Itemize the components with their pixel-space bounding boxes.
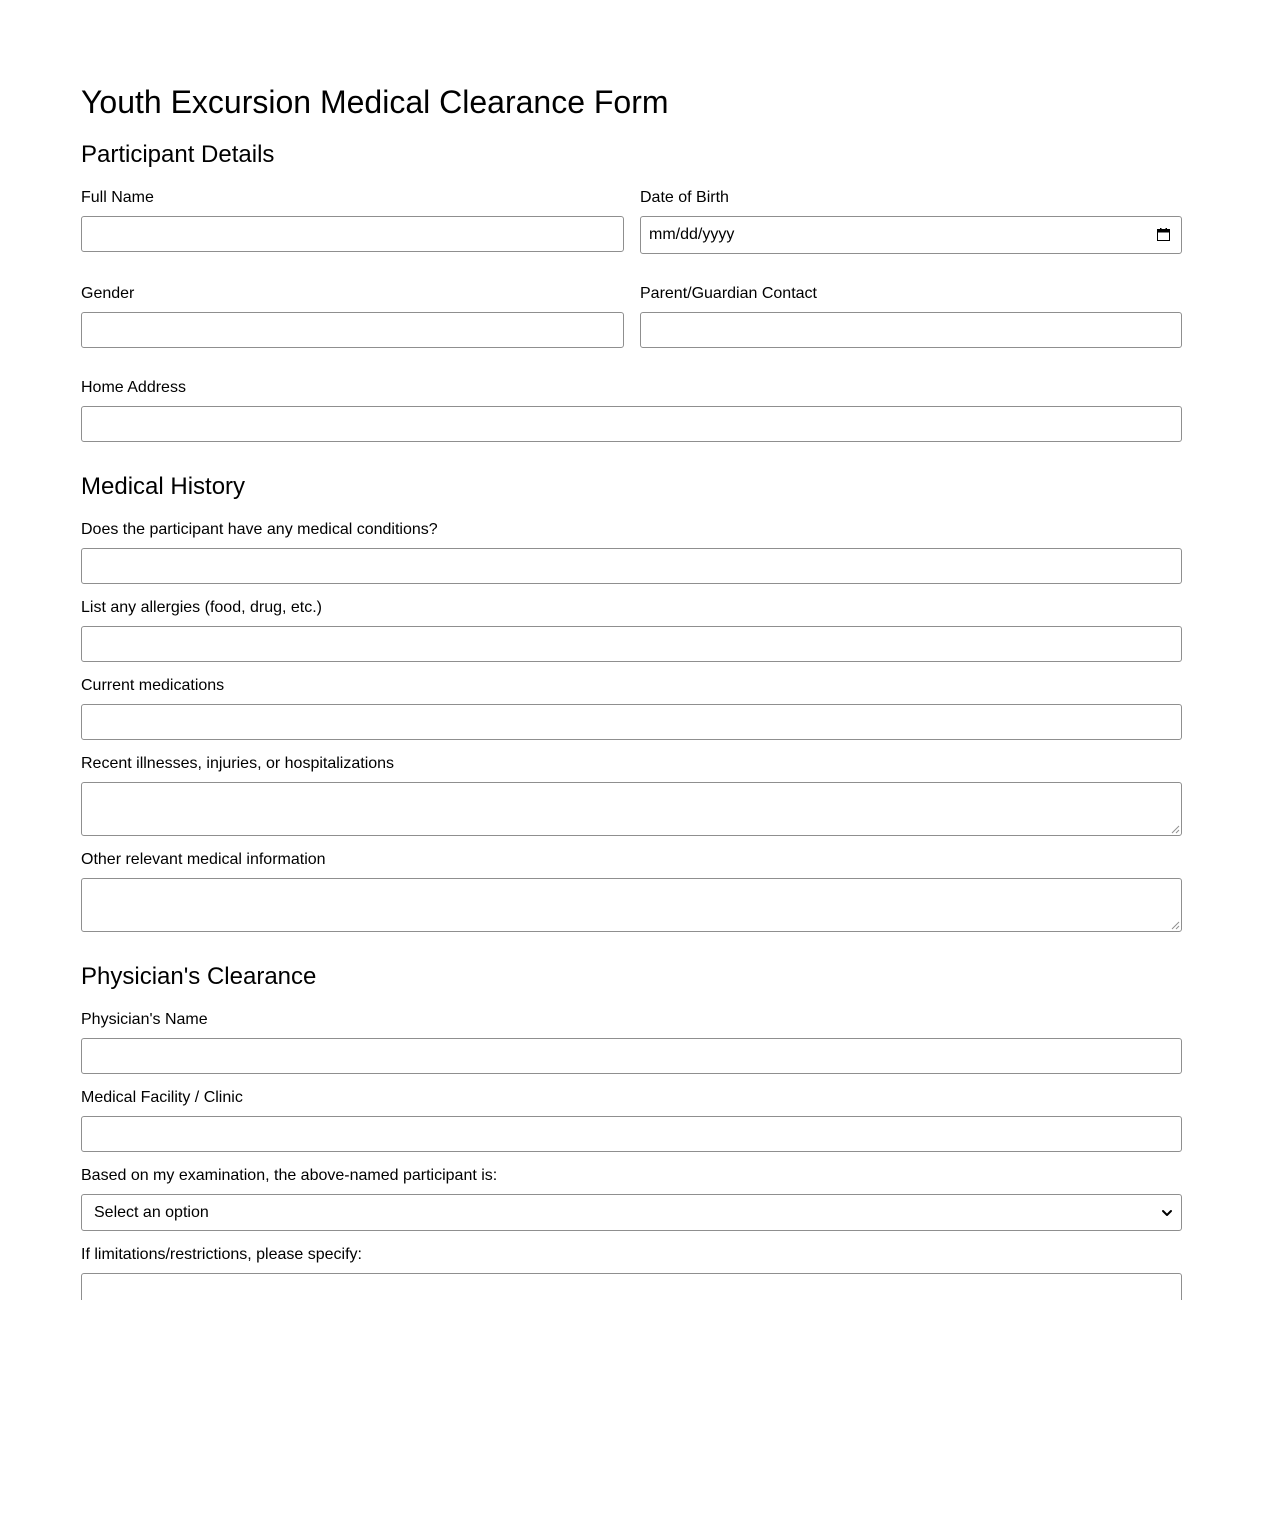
- medical-conditions-label: Does the participant have any medical conditions?: [81, 521, 438, 538]
- gender-input[interactable]: [81, 312, 624, 348]
- recent-illnesses-label: Recent illnesses, injuries, or hospitalizations: [81, 755, 395, 772]
- clearance-status-selected: Select an option: [94, 1204, 209, 1221]
- limitations-label: If limitations/restrictions, please specify:: [81, 1246, 362, 1263]
- guardian-contact-label: Parent/Guardian Contact: [640, 285, 817, 302]
- participant-details-heading: Participant Details: [81, 141, 275, 168]
- medical-facility-label: Medical Facility / Clinic: [81, 1089, 243, 1106]
- medications-input[interactable]: [81, 704, 1182, 740]
- calendar-icon[interactable]: [1157, 228, 1170, 241]
- home-address-label: Home Address: [81, 379, 186, 396]
- physician-name-input[interactable]: [81, 1038, 1182, 1074]
- recent-illnesses-textarea[interactable]: [81, 782, 1182, 836]
- clearance-status-select[interactable]: [81, 1194, 1182, 1231]
- home-address-input[interactable]: [81, 406, 1182, 442]
- guardian-contact-input[interactable]: [640, 312, 1182, 348]
- clearance-status-label: Based on my examination, the above-named participant is:: [81, 1167, 498, 1184]
- physician-name-label: Physician's Name: [81, 1011, 208, 1028]
- form-title: Youth Excursion Medical Clearance Form: [81, 84, 669, 120]
- medical-conditions-input[interactable]: [81, 548, 1182, 584]
- chevron-down-icon: [1161, 1207, 1173, 1219]
- medications-label: Current medications: [81, 677, 225, 694]
- other-info-label: Other relevant medical information: [81, 851, 326, 868]
- physician-clearance-heading: Physician's Clearance: [81, 963, 317, 990]
- allergies-label: List any allergies (food, drug, etc.): [81, 599, 323, 616]
- gender-label: Gender: [81, 285, 135, 302]
- allergies-input[interactable]: [81, 626, 1182, 662]
- other-info-textarea[interactable]: [81, 878, 1182, 932]
- resize-handle-icon[interactable]: [1171, 825, 1180, 834]
- full-name-input[interactable]: [81, 216, 624, 252]
- medical-facility-input[interactable]: [81, 1116, 1182, 1152]
- dob-date-input[interactable]: [640, 216, 1182, 254]
- medical-history-heading: Medical History: [81, 473, 246, 500]
- resize-handle-icon[interactable]: [1171, 921, 1180, 930]
- dob-label: Date of Birth: [640, 189, 729, 206]
- full-name-label: Full Name: [81, 189, 154, 206]
- dob-placeholder: mm/dd/yyyy: [649, 226, 735, 243]
- limitations-textarea[interactable]: [81, 1273, 1182, 1300]
